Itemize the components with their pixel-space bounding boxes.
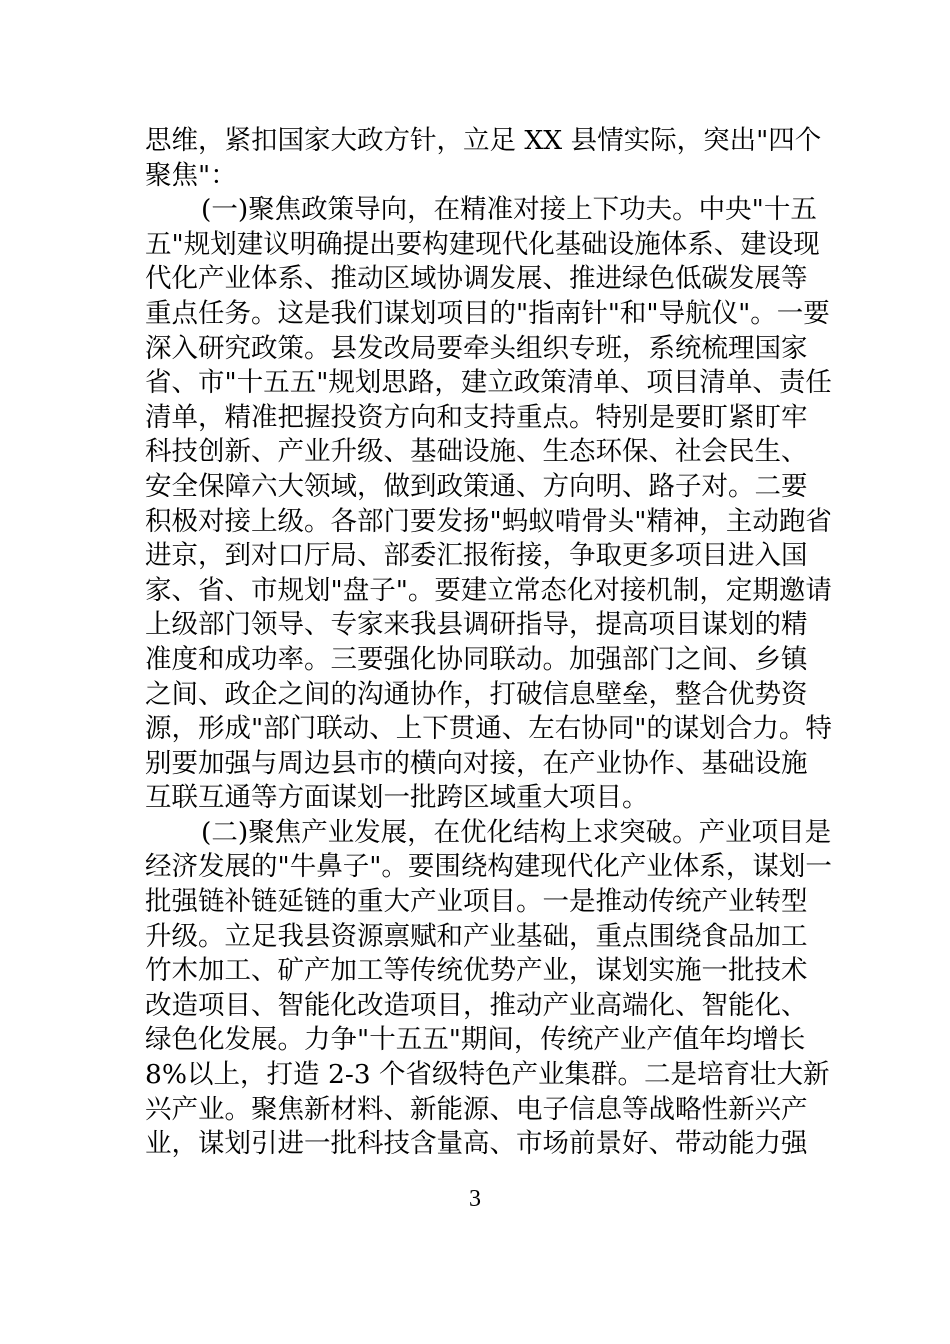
paragraph-intro-tail [145, 124, 822, 193]
text-line: 五"规划建议明确提出要构建现代化基础设施体系、建设现 [145, 228, 820, 260]
text-line: 批强链补链延链的重大产业项目。一是推动传统产业转型 [145, 886, 808, 918]
text-line: 别要加强与周边县市的横向对接，在产业协作、基础设施 [145, 747, 808, 779]
text-line: 兴产业。聚焦新材料、新能源、电子信息等战略性新兴产 [145, 1093, 808, 1125]
text-line: 8%以上，打造 2-3 个省级特色产业集群。二是培育壮大新 [145, 1059, 830, 1091]
text-line: 升级。立足我县资源禀赋和产业基础，重点围绕食品加工 [145, 920, 808, 952]
text-line: 省、市"十五五"规划思路，建立政策清单、项目清单、责任 [145, 367, 832, 399]
section-heading-line: (二)聚焦产业发展，在优化结构上求突破。产业项目是 [201, 816, 832, 848]
section-heading-line: (一)聚焦政策导向，在精准对接上下功夫。中央"十五 [201, 194, 817, 226]
text-line: 之间、政企之间的沟通协作，打破信息壁垒，整合优势资 [145, 678, 808, 710]
text-line: 思维，紧扣国家大政方针，立足 XX 县情实际，突出"四个 [145, 125, 822, 156]
text-line: 竹木加工、矿产加工等传统优势产业，谋划实施一批技术 [145, 955, 808, 987]
text-line: 源，形成"部门联动、上下贯通、左右协同"的谋划合力。特 [145, 713, 832, 745]
text-line: 经济发展的"牛鼻子"。要围绕构建现代化产业体系，谋划一 [145, 851, 832, 883]
paragraph-section-1 [145, 193, 832, 816]
text-line: 准度和成功率。三要强化协同联动。加强部门之间、乡镇 [145, 643, 808, 675]
text-line: 代化产业体系、推动区域协调发展、推进绿色低碳发展等 [145, 263, 808, 295]
paragraph-section-2 [145, 816, 832, 1162]
text-line: 业，谋划引进一批科技含量高、市场前景好、带动能力强 [145, 1128, 808, 1160]
page-number: 3 [469, 1186, 481, 1212]
text-line: 安全保障六大领域，做到政策通、方向明、路子对。二要 [145, 470, 808, 502]
text-line: 改造项目、智能化改造项目，推动产业高端化、智能化、 [145, 989, 808, 1021]
text-line: 家、省、市规划"盘子"。要建立常态化对接机制，定期邀请 [145, 574, 832, 606]
text-line: 进京，到对口厅局、部委汇报衔接，争取更多项目进入国 [145, 540, 808, 572]
text-line: 聚焦"： [145, 159, 237, 191]
text-line: 重点任务。这是我们谋划项目的"指南针"和"导航仪"。一要 [145, 297, 830, 329]
text-line: 科技创新、产业升级、基础设施、生态环保、社会民生、 [145, 436, 808, 468]
text-line: 积极对接上级。各部门要发扬"蚂蚁啃骨头"精神，主动跑省 [145, 505, 832, 537]
text-line: 互联互通等方面谋划一批跨区域重大项目。 [145, 782, 649, 814]
text-line: 清单，精准把握投资方向和支持重点。特别是要盯紧盯牢 [145, 401, 808, 433]
text-line: 绿色化发展。力争"十五五"期间，传统产业产值年均增长 [145, 1024, 806, 1056]
body-text [145, 124, 832, 1162]
text-line: 上级部门领导、专家来我县调研指导，提高项目谋划的精 [145, 609, 808, 641]
text-line: 深入研究政策。县发改局要牵头组织专班，系统梳理国家 [145, 332, 808, 364]
